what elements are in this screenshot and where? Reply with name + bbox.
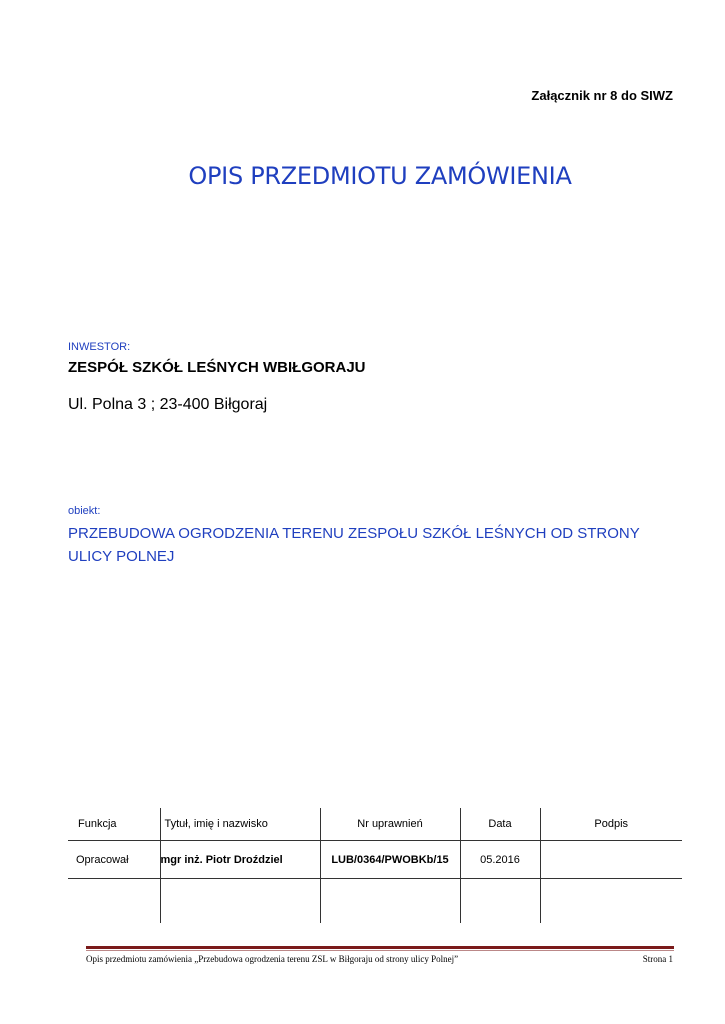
attachment-label: Załącznik nr 8 do SIWZ [531,88,673,103]
cell-date [460,879,540,924]
cell-signature [540,879,682,924]
cell-license [320,879,460,924]
table-header-row [68,808,682,841]
investor-name: ZESPÓŁ SZKÓŁ LEŚNYCH WBIŁGORAJU [68,359,366,376]
object-label: obiekt: [68,505,101,517]
investor-address: Ul. Polna 3 ; 23-400 Biłgoraj [68,396,268,413]
page-number: Strona 1 [642,954,673,964]
header-cell-date: Data [460,808,540,841]
table-row [68,841,682,879]
header-cell-signature: Podpis [540,808,682,841]
cell-name [160,879,320,924]
cell-function: Opracował [68,841,160,879]
cell-date: 05.2016 [460,841,540,879]
cell-name: mgr inż. Piotr Droździel [160,841,320,879]
investor-label: INWESTOR: [68,341,131,353]
cell-function [68,879,160,924]
footer-rule [86,946,674,949]
footer-rule-thin [86,950,674,951]
header-cell-name: Tytuł, imię i nazwisko [160,808,320,841]
signature-table [68,808,682,923]
footer-text: Opis przedmiotu zamówienia „Przebudowa ogrodzenia terenu ZSL w Biłgoraju od strony ulicy Polnej” [86,954,459,964]
table-row [68,879,682,924]
cell-license: LUB/0364/PWOBKb/15 [320,841,460,879]
cell-signature [540,841,682,879]
document-title: OPIS PRZEDMIOTU ZAMÓWIENIA [188,162,572,190]
header-cell-function: Funkcja [68,808,160,841]
object-name: PRZEBUDOWA OGRODZENIA TERENU ZESPOŁU SZKÓŁ LEŚNYCH OD STRONY ULICY POLNEJ [68,525,640,565]
header-cell-license: Nr uprawnień [320,808,460,841]
